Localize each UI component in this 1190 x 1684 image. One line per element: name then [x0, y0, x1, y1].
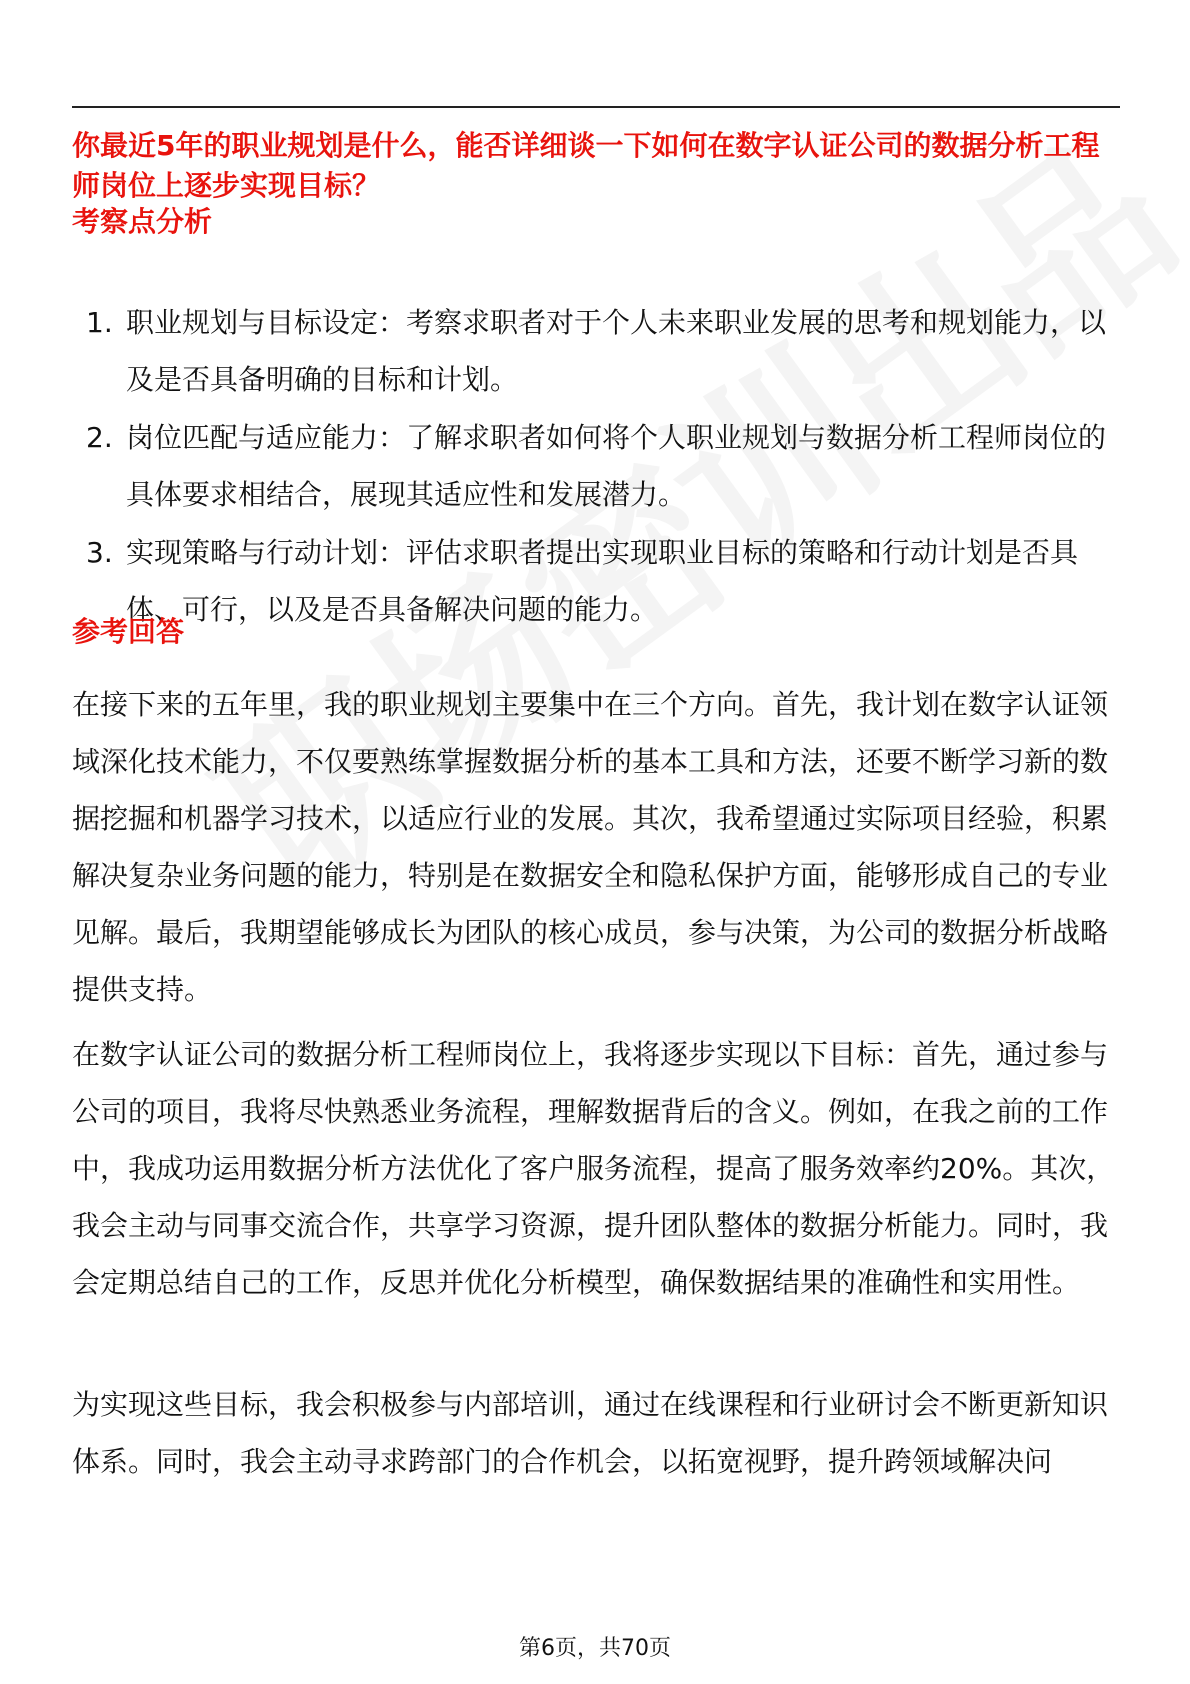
answer-heading: 参考回答: [72, 615, 185, 648]
list-item: [72, 524, 1122, 638]
answer-paragraph-2: 在数字认证公司的数据分析工程师岗位上，我将逐步实现以下目标：首先，通过参与公司的项目，我将尽快熟悉业务流程，理解数据背后的含义。例如，在我之前的工作中，我成功运用数据分析方法优化了客户服务流程，提高了服务效率约20%。其次，我会主动与同事交流合作，共享学习资源，提升团队整体的数据分析能力。同时，我会定期总结自己的工作，反思并优化分析模型，确保数据结果的准确性和实用性。: [72, 1038, 1115, 1299]
question-title: 你最近5年的职业规划是什么，能否详细谈一下如何在数字认证公司的数据分析工程师岗位上逐步实现目标？: [72, 129, 1100, 202]
list-item-number: 3.: [86, 536, 113, 569]
answer-paragraph-1: 在接下来的五年里，我的职业规划主要集中在三个方向。首先，我计划在数字认证领域深化技术能力，不仅要熟练掌握数据分析的基本工具和方法，还要不断学习新的数据挖掘和机器学习技术，以适应行业的发展。其次，我希望通过实际项目经验，积累解决复杂业务问题的能力，特别是在数据安全和隐私保护方面，能够形成自己的专业见解。最后，我期望能够成长为团队的核心成员，参与决策，为公司的数据分析战略提供支持。: [72, 688, 1109, 1006]
list-item-text: 职业规划与目标设定：考察求职者对于个人未来职业发展的思考和规划能力，以及是否具备明确的目标和计划。: [126, 306, 1107, 396]
list-item: [72, 409, 1122, 523]
header-rule: [72, 106, 1120, 108]
list-item-text: 实现策略与行动计划：评估求职者提出实现职业目标的策略和行动计划是否具体、可行，以及是否具备解决问题的能力。: [126, 536, 1079, 626]
list-item-text: 岗位匹配与适应能力：了解求职者如何将个人职业规划与数据分析工程师岗位的具体要求相结合，展现其适应性和发展潜力。: [126, 421, 1107, 511]
analysis-list: [72, 294, 1122, 639]
page-footer: 第6页，共70页: [519, 1636, 671, 1661]
list-item: [72, 294, 1122, 408]
list-item-number: 2.: [86, 421, 113, 454]
list-item-number: 1.: [86, 306, 113, 339]
analysis-heading: 考察点分析: [72, 205, 213, 238]
answer-paragraph-3: 为实现这些目标，我会积极参与内部培训，通过在线课程和行业研讨会不断更新知识体系。同时，我会主动寻求跨部门的合作机会，以拓宽视野，提升跨领域解决问: [72, 1388, 1109, 1478]
